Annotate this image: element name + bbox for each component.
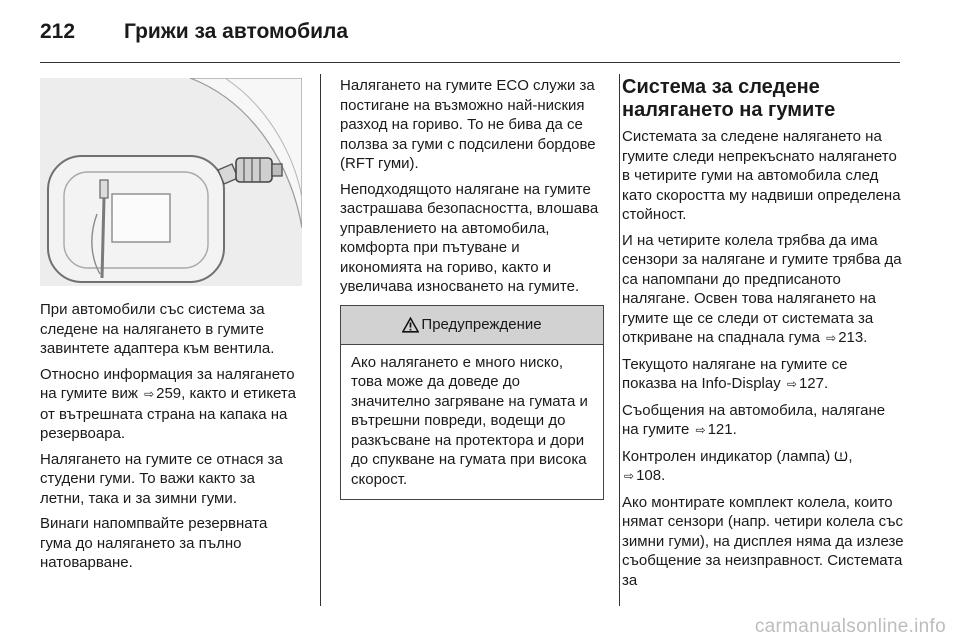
- column-divider-1: [320, 74, 321, 606]
- chapter-title: Грижи за автомобила: [124, 20, 349, 43]
- arrow-right-outline-icon: ⇨: [624, 469, 635, 483]
- page-reference: 108.: [636, 467, 666, 484]
- page-reference: 121.: [707, 421, 737, 438]
- tyre-valve-adapter-illustration: [40, 78, 302, 286]
- page-reference: 127.: [798, 375, 829, 392]
- arrow-right-outline-icon: ⇨: [786, 377, 797, 391]
- warning-text: Ако налягането е много ниско, това може да доведе до значително загряване на гумата и вътрешни повреди, водещи до разкъсване на протектора и дори до спукване на гумата при висока скорост.: [351, 353, 588, 488]
- arrow-right-outline-icon: ⇨: [695, 423, 706, 437]
- warning-title: Предупреждение: [421, 315, 542, 333]
- column-left: [40, 300, 302, 579]
- paragraph: Системата за следене налягането на гумите следи непрекъснато налягането в четирите гуми на автомобила след като скоростта му надвиши определена стойност.: [622, 128, 901, 223]
- paragraph: Винаги напомпвайте резервната гума до налягането за пълно натоварване.: [40, 515, 268, 571]
- header-rule: [40, 62, 900, 63]
- warning-box: [340, 305, 604, 501]
- paragraph: Текущото налягане на гумите се показва на Info-Display ⇨ 127.: [622, 355, 848, 392]
- paragraph: При автомобили със система за следене на налягането в гумите завинтете адаптера към вентила.: [40, 301, 275, 357]
- arrow-right-outline-icon: ⇨: [144, 387, 155, 401]
- paragraph: Налягането на гумите ECO служи за постигане на възможно най-ниския разход на гориво. То не бива да се ползва за гуми с подсилени бордове (RFT гуми).: [340, 77, 596, 172]
- section-title: Система за следене налягането на гумите: [622, 76, 836, 121]
- warning-triangle-icon: [402, 317, 419, 333]
- warning-header: [341, 306, 603, 345]
- page-number: 212: [40, 20, 76, 43]
- column-middle: [340, 76, 604, 500]
- paragraph: Налягането на гумите се отнася за студени гуми. То важи както за летни, така и за зимни гуми.: [40, 450, 283, 507]
- page-header: [40, 12, 920, 52]
- column-right: [622, 76, 904, 596]
- paragraph: Относно информация за налягането на гумите виж ⇨ 259, както и етикета от вътрешната страна на капака на резервоара.: [40, 365, 296, 442]
- arrow-right-outline-icon: ⇨: [826, 331, 837, 345]
- paragraph: И на четирите колела трябва да има сензори за налягане и гумите трябва да са напомпани до предписаното налягане. Освен това налягането на гумите ще се следи от системата за откриване на спаднала гума ⇨ 213.: [622, 231, 902, 346]
- paragraph: Ако монтирате комплект колела, които нямат сензори (напр. четири колела със зимни гуми), на дисплея няма да излезе съобщение за неизправност. Системата за: [622, 493, 904, 589]
- page-reference: 213.: [838, 329, 868, 346]
- paragraph: Съобщения на автомобила, налягане на гумите ⇨ 121.: [622, 401, 886, 438]
- column-divider-2: [619, 74, 620, 606]
- tyre-pressure-warning-icon: [834, 449, 848, 463]
- paragraph: Неподходящото налягане на гумите застрашава безопасността, влошава управлението на автомобила, комфорта при пътуване и икономията на гориво, както и увеличава износването на гумите.: [340, 180, 599, 295]
- paragraph: Контролен индикатор (лампа) , ⇨ 108.: [622, 447, 853, 484]
- watermark: carmanualsonline.info: [754, 616, 946, 637]
- page-reference: 259,: [156, 385, 186, 402]
